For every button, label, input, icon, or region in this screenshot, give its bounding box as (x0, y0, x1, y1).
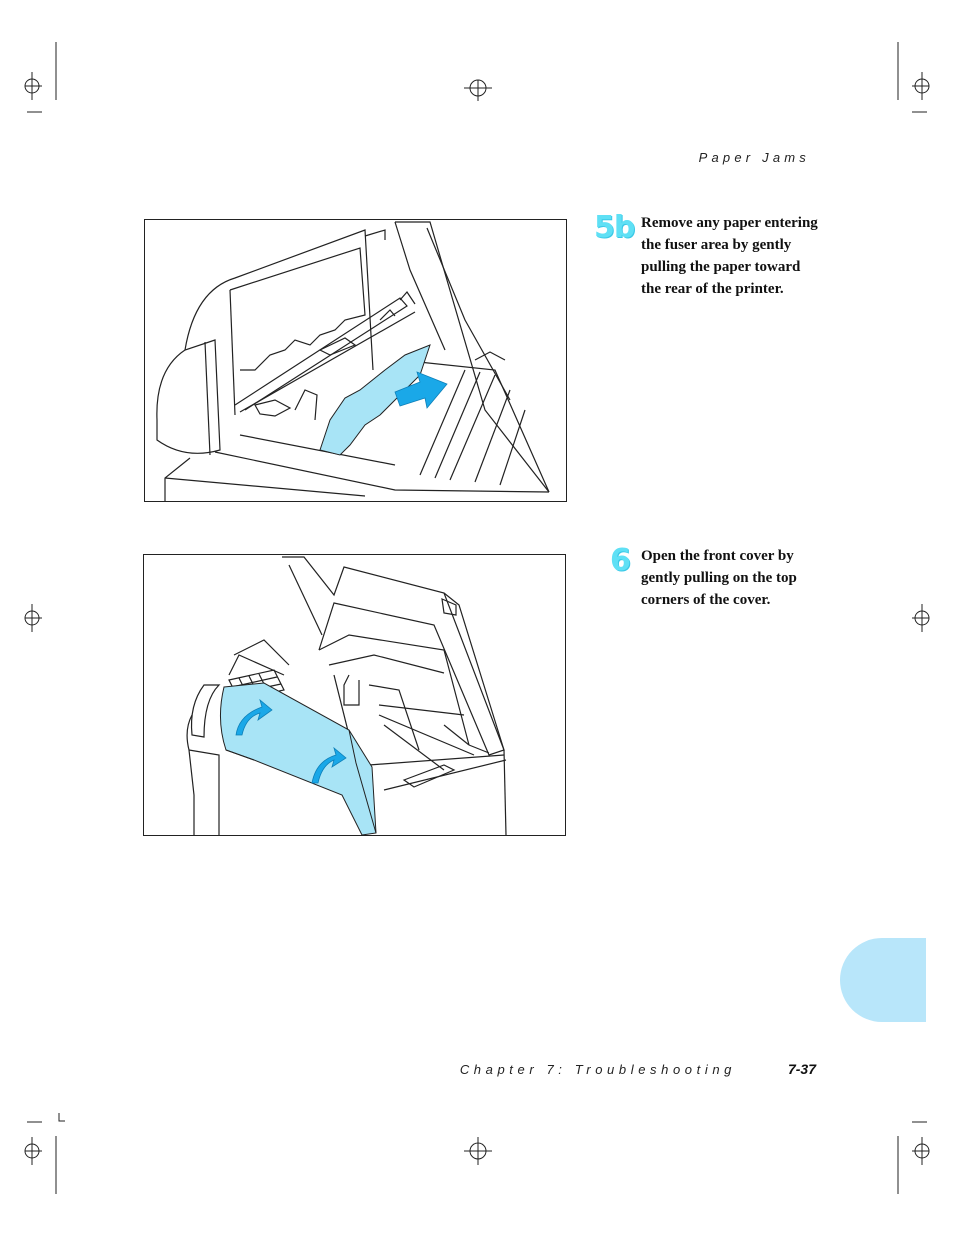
step-number-5b: 5b (594, 210, 635, 245)
registration-mark-icon (464, 1137, 492, 1165)
registration-mark-icon (912, 604, 929, 632)
registration-mark-icon (25, 72, 42, 100)
registration-mark-icon (464, 80, 492, 101)
running-footer-chapter: Chapter 7: Troubleshooting (459, 1062, 736, 1077)
crop-mark-icon (59, 1113, 65, 1121)
figure-fuser-paper-removal (144, 219, 567, 502)
step-number-6: 6 (610, 543, 630, 578)
front-cover (220, 683, 376, 835)
registration-mark-icon (25, 604, 42, 632)
registration-mark-icon (25, 1137, 42, 1165)
step-instruction-5b: Remove any paper entering the fuser area by gently pulling the paper toward the rear of the printer. (641, 215, 818, 297)
step-instruction-6: Open the front cover by gently pulling on the top corners of the cover. (641, 548, 797, 608)
registration-mark-icon (912, 72, 929, 100)
figure-open-front-cover (143, 554, 566, 836)
registration-mark-icon (912, 1137, 929, 1165)
running-header: Paper Jams (698, 150, 810, 165)
page-number: 7-37 (787, 1061, 816, 1077)
chapter-thumb-tab (840, 938, 926, 1022)
